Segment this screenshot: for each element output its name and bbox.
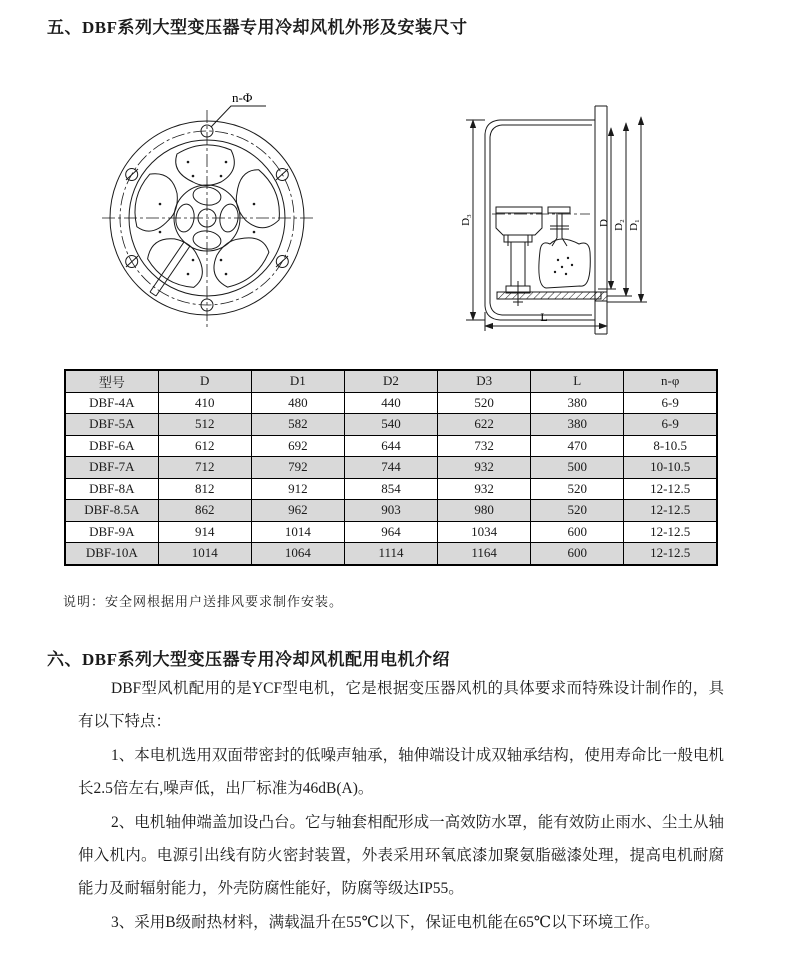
- blade-section: [539, 239, 590, 288]
- table-cell: 962: [251, 500, 344, 522]
- table-cell: DBF-5A: [65, 414, 158, 436]
- blade-dots: [554, 257, 573, 275]
- table-cell: 470: [531, 435, 624, 457]
- table-cell: DBF-10A: [65, 543, 158, 565]
- dim-label-d: D: [598, 219, 610, 227]
- dim-label-d3: D₃: [460, 214, 472, 226]
- motor-description: [78, 672, 724, 939]
- section-6-title: 六、DBF系列大型变压器专用冷却风机配用电机介绍: [47, 650, 450, 669]
- table-cell: 964: [344, 521, 437, 543]
- fan-side-view-drawing: [440, 88, 695, 338]
- bolt-label-leader: [211, 106, 266, 127]
- table-cell: 732: [438, 435, 531, 457]
- table-cell: 644: [344, 435, 437, 457]
- dimension-d1: [607, 117, 647, 302]
- column-header: D: [158, 370, 251, 392]
- column-header: n-φ: [624, 370, 717, 392]
- table-cell: 600: [531, 543, 624, 565]
- paragraph-point3: 3、采用B级耐热材料，满载温升在55℃以下，保证电机能在65℃以下环境工作。: [111, 913, 660, 931]
- column-header: 型号: [65, 370, 158, 392]
- table-cell: 500: [531, 457, 624, 479]
- paragraph-point2: 2、电机轴伸端盖加设凸台。它与轴套相配形成一高效防水罩，能有效防止雨水、尘土从轴伸入机内。电源引出线有防火密封装置，外表采用环氧底漆加聚氨脂磁漆处理，提高电机耐腐能力及耐辐射能力，外壳防腐性能好，防腐等级达IP55。: [78, 813, 724, 898]
- paragraph-point1: 1、本电机选用双面带密封的低噪声轴承，轴伸端设计成双轴承结构，使用寿命比一般电机长2.5倍左右,噪声低，出厂标准为46dB(A)。: [78, 746, 724, 798]
- table-cell: 12-12.5: [624, 478, 717, 500]
- table-cell: DBF-8A: [65, 478, 158, 500]
- table-cell: 792: [251, 457, 344, 479]
- table-cell: 1114: [344, 543, 437, 565]
- dimension-table: [64, 369, 718, 566]
- table-cell: 512: [158, 414, 251, 436]
- table-cell: 12-12.5: [624, 521, 717, 543]
- table-cell: 914: [158, 521, 251, 543]
- table-cell: 932: [438, 457, 531, 479]
- table-cell: 12-12.5: [624, 500, 717, 522]
- section-5-title: 五、DBF系列大型变压器专用冷却风机外形及安装尺寸: [47, 18, 468, 37]
- column-header: D2: [344, 370, 437, 392]
- table-cell: 622: [438, 414, 531, 436]
- table-row: [65, 478, 717, 500]
- table-cell: 862: [158, 500, 251, 522]
- table-cell: 600: [531, 521, 624, 543]
- table-cell: 6-9: [624, 392, 717, 414]
- table-cell: 520: [438, 392, 531, 414]
- table-cell: DBF-6A: [65, 435, 158, 457]
- table-cell: 1164: [438, 543, 531, 565]
- blade-stem: [548, 207, 570, 246]
- dim-label-l: L: [540, 310, 548, 324]
- table-cell: 903: [344, 500, 437, 522]
- table-row: [65, 414, 717, 436]
- column-header: D1: [251, 370, 344, 392]
- table-cell: DBF-8.5A: [65, 500, 158, 522]
- table-cell: 582: [251, 414, 344, 436]
- table-header-row: [65, 370, 717, 392]
- table-row: [65, 500, 717, 522]
- table-cell: 1014: [251, 521, 344, 543]
- dim-label-d1: D₁: [628, 219, 640, 231]
- table-row: [65, 543, 717, 565]
- table-cell: 1064: [251, 543, 344, 565]
- table-row: [65, 457, 717, 479]
- casing-shell: [485, 120, 595, 320]
- paragraph-intro: DBF型风机配用的是YCF型电机，它是根据变压器风机的具体要求而特殊设计制作的，具有以下特点：: [78, 680, 724, 731]
- table-cell: 912: [251, 478, 344, 500]
- column-header: D3: [438, 370, 531, 392]
- table-cell: 6-9: [624, 414, 717, 436]
- table-note: 说明：安全网根据用户送排风要求制作安装。: [63, 594, 344, 609]
- table-cell: 12-12.5: [624, 543, 717, 565]
- table-cell: 980: [438, 500, 531, 522]
- table-cell: 8-10.5: [624, 435, 717, 457]
- table-cell: 854: [344, 478, 437, 500]
- table-cell: 410: [158, 392, 251, 414]
- table-cell: 812: [158, 478, 251, 500]
- table-cell: 440: [344, 392, 437, 414]
- table-cell: 10-10.5: [624, 457, 717, 479]
- table-cell: 520: [531, 478, 624, 500]
- column-header: L: [531, 370, 624, 392]
- dimension-d3: [460, 120, 485, 320]
- table-cell: DBF-4A: [65, 392, 158, 414]
- table-cell: 380: [531, 414, 624, 436]
- table-cell: 380: [531, 392, 624, 414]
- bolt-count-label: n-Φ: [232, 90, 253, 105]
- table-cell: DBF-7A: [65, 457, 158, 479]
- table-cell: 744: [344, 457, 437, 479]
- table-cell: 692: [251, 435, 344, 457]
- table-cell: 520: [531, 500, 624, 522]
- dim-label-d2: D₂: [613, 219, 625, 231]
- table-cell: 1014: [158, 543, 251, 565]
- table-cell: DBF-9A: [65, 521, 158, 543]
- fan-front-view-drawing: [98, 84, 330, 336]
- table-cell: 480: [251, 392, 344, 414]
- table-row: [65, 521, 717, 543]
- balance-strut: [150, 242, 190, 296]
- motor-assembly: [496, 207, 542, 306]
- table-row: [65, 435, 717, 457]
- table-cell: 932: [438, 478, 531, 500]
- table-cell: 612: [158, 435, 251, 457]
- table-cell: 1034: [438, 521, 531, 543]
- table-cell: 540: [344, 414, 437, 436]
- table-row: [65, 392, 717, 414]
- table-cell: 712: [158, 457, 251, 479]
